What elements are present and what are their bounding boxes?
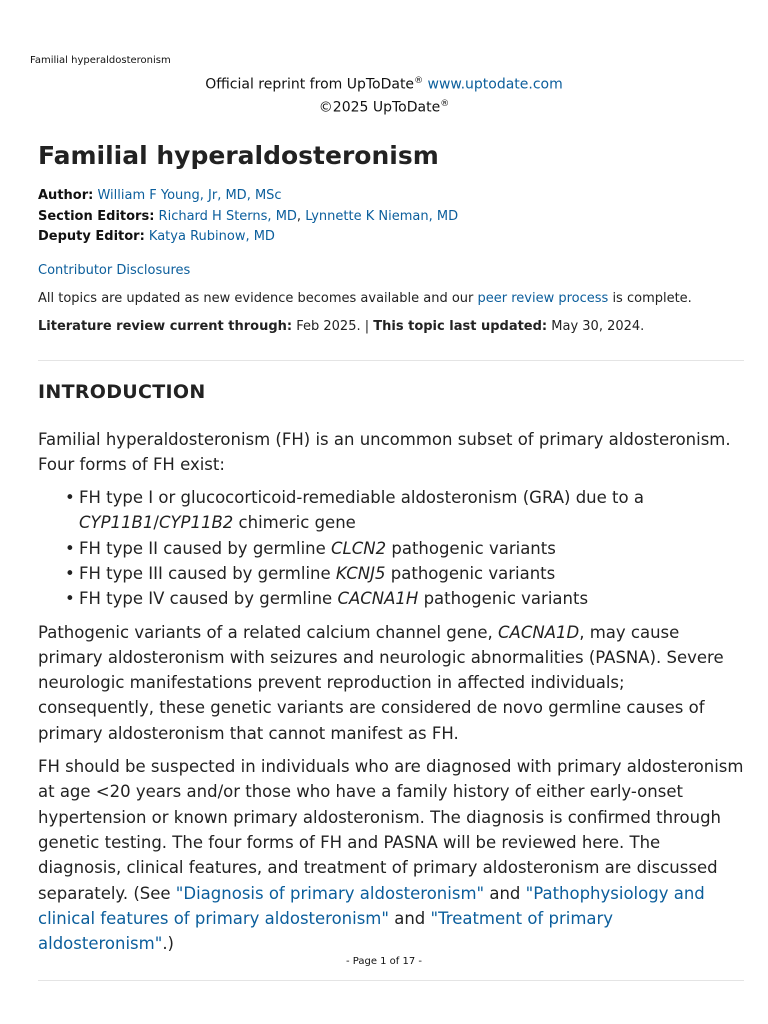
- deputy-editor-label: Deputy Editor:: [38, 229, 145, 244]
- reprint-notice: [0, 72, 768, 117]
- section-editor-link-1[interactable]: Richard H Sterns, MD: [158, 208, 297, 224]
- uptodate-url-link[interactable]: www.uptodate.com: [427, 76, 563, 93]
- lit-review-value: Feb 2025. |: [292, 318, 374, 334]
- deputy-editor-link[interactable]: Katya Rubinow, MD: [148, 229, 275, 244]
- reprint-text: Official reprint from UpToDate: [205, 76, 415, 93]
- author-label: Author:: [38, 188, 94, 203]
- author-block: [38, 186, 744, 248]
- lit-review-label: Literature review current through:: [38, 318, 293, 334]
- intro-paragraph-3: FH should be suspected in individuals who are diagnosed with primary aldosteronism at age <20 years and/or those who have a family history of either early-onset hypertension or known primary aldosteronism. The diagnosis is confirmed through genetic testing. The four forms of FH and PASNA will be reviewed here. The diagnosis, clinical features, and treatment of primary aldosteronism are discussed separately. (See "Diagnosis of primary aldosteronism" and "Pathophysiology and clinical features of primary aldosteronism" and "Treatment of primary aldosteronism".): [38, 757, 744, 954]
- list-item: • FH type IV caused by germline CACNA1H pathogenic variants: [79, 586, 744, 611]
- diagnosis-link[interactable]: "Diagnosis of primary aldosteronism": [175, 883, 485, 903]
- treatment-link[interactable]: "Treatment of primary aldosteronism": [38, 908, 614, 954]
- pathophysiology-link[interactable]: "Pathophysiology and clinical features of primary aldosteronism": [38, 883, 705, 928]
- last-updated-label: This topic last updated:: [373, 318, 548, 334]
- section-editors-row: Section Editors: Richard H Sterns, MD, Lynnette K Nieman, MD: [38, 208, 459, 224]
- registered-mark: ®: [414, 76, 424, 86]
- disclosures-row: [38, 261, 744, 281]
- update-policy-text: All topics are updated as new evidence becomes available and our peer review process is complete.: [38, 290, 692, 306]
- fh-types-list: [38, 485, 744, 611]
- intro-paragraph-2: Pathogenic variants of a related calcium channel gene, CACNA1D, may cause primary aldosteronism with seizures and neurologic abnormalities (PASNA). Severe neurologic manifestations prevent reproduction in affected individuals; consequently, these genetic variants are considered de novo germline causes of primary aldosteronism that cannot manifest as FH.: [38, 622, 724, 743]
- page-number: - Page 1 of 17 -: [345, 956, 423, 967]
- reprint-line-2: [0, 95, 768, 118]
- reprint-line-1: [0, 72, 768, 95]
- registered-mark-2: ®: [440, 98, 450, 109]
- divider: [38, 360, 744, 361]
- footer-divider: [38, 980, 744, 981]
- section-heading-introduction: INTRODUCTION: [38, 380, 206, 403]
- section-editors-label: Section Editors:: [38, 208, 155, 224]
- section-editor-link-2[interactable]: Lynnette K Nieman, MD: [305, 208, 459, 224]
- author-link[interactable]: William F Young, Jr, MD, MSc: [97, 188, 282, 203]
- page-title: Familial hyperaldosteronism: [38, 141, 439, 170]
- author-row: [38, 186, 744, 207]
- deputy-editor-row: [38, 227, 744, 248]
- running-head: Familial hyperaldosteronism: [30, 55, 171, 66]
- contributor-disclosures-link[interactable]: Contributor Disclosures: [38, 262, 191, 278]
- article: [38, 138, 744, 981]
- copyright-text: ©2025 UpToDate: [318, 99, 441, 116]
- list-item: • FH type III caused by germline KCNJ5 pathogenic variants: [79, 561, 744, 586]
- literature-review-line: [38, 317, 744, 337]
- list-item: • FH type II caused by germline CLCN2 pathogenic variants: [79, 536, 744, 561]
- peer-review-link[interactable]: peer review process: [477, 290, 609, 306]
- intro-paragraph-1: Familial hyperaldosteronism (FH) is an uncommon subset of primary aldosteronism. Four forms of FH exist:: [38, 429, 731, 474]
- list-item: • FH type I or glucocorticoid-remediable aldosteronism (GRA) due to a CYP11B1/CYP11B2 chimeric gene: [79, 485, 744, 536]
- last-updated-value: May 30, 2024.: [547, 318, 645, 334]
